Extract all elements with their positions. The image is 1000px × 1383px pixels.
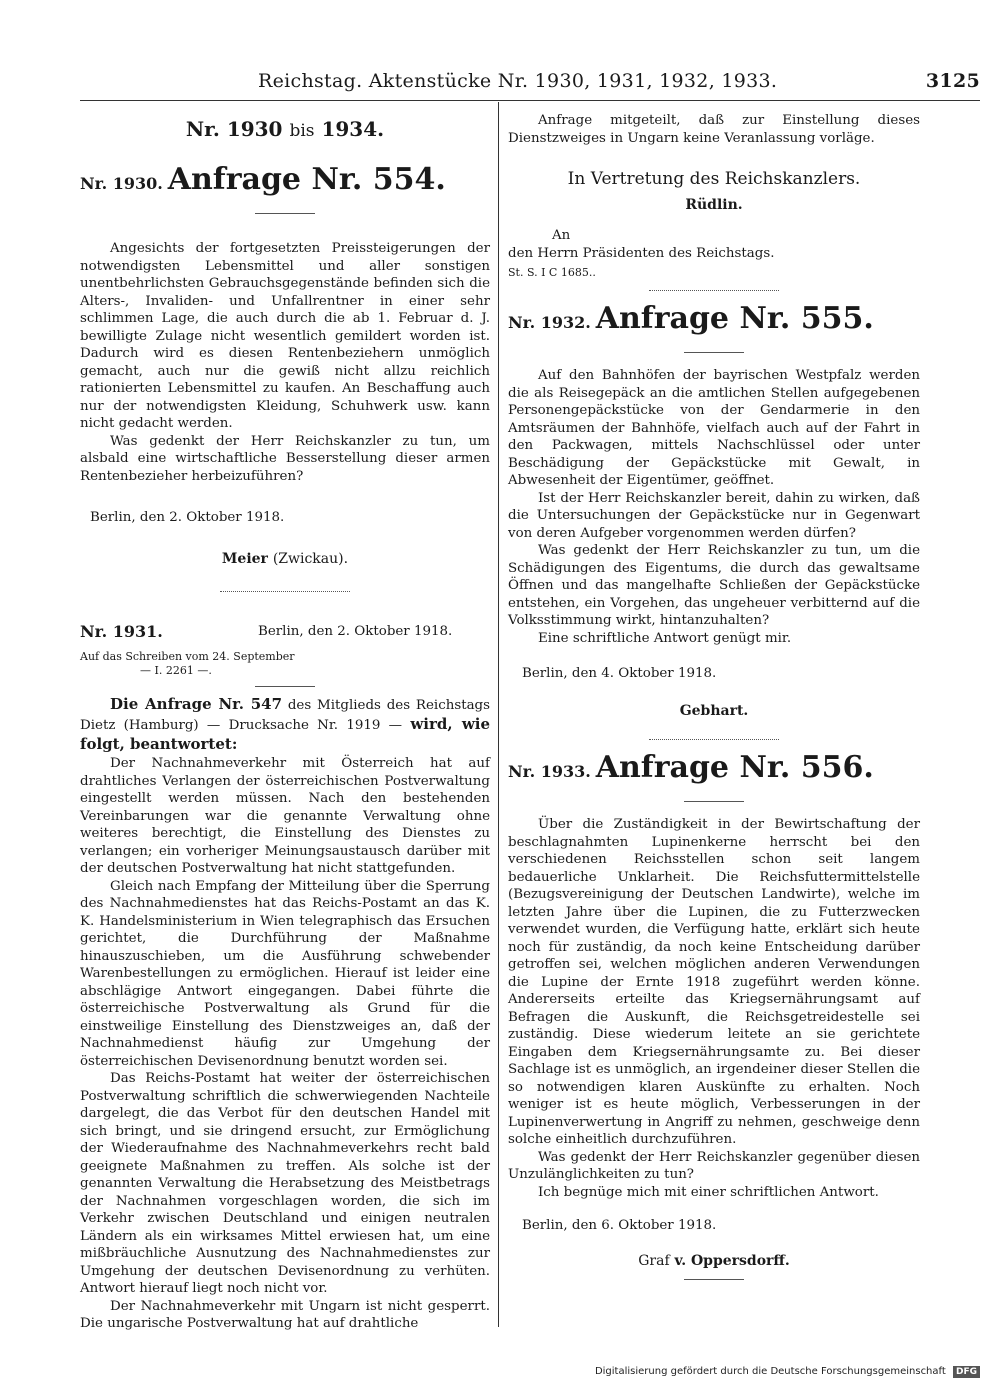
paragraph-1933-1: Über die Zuständigkeit in der Bewirtschaftung der beschlagnahmten Lupinenkerne herrscht bei den verschiedenen Reichsstellen schon seit langem bedauerliche Unklarheit. Die Reichsfuttermittelstelle (Bezugsvereinigung der Deutschen Landwirte), welche im letzten Jahre über die Lupinen, die zu Futterzwecken verwendet wurden, die Verfügung hatte, erklärt sich heute noch für zuständig, da noch keine Entscheidung darüber getroffen sei, welchen möglichen anderen Verwendungen die Lupine der Ernte 1918 zugeführt werden könne. Andererseits erteilte das Kriegsernährungsamt auf Befragen die Auskunft, die Reichsgetreidestelle sei zuständig. Diese wiederum leitete an sie gerichtete Eingaben dem Kriegsernährungsamte zu. Bei dieser Sachlage ist es unmöglich, an irgendeiner dieser Stellen die so notwendigen klaren Auskünfte zu erhalten. Noch weniger ist es heute möglich, Verbesserungen in der Lupinenverwertung in Angriff zu nehmen, geschweige denn solche einheitlich durchzuführen. [508, 817, 920, 1147]
heading-1930 [80, 162, 490, 203]
paragraph-1932-4: Eine schriftliche Antwort genügt mir. [538, 630, 792, 646]
title-1932: Anfrage Nr. 555. [595, 301, 874, 336]
dfg-logo: DFG [953, 1366, 980, 1378]
paragraph-1931-3: Das Reichs-Postamt hat weiter der österreichischen Postverwaltung schriftlich die schwerwiegenden Nachteile dargelegt, die das Verbot für den deutschen Handel mit sich bringt, und sie dringend ersucht, zur Ermöglichung der Wiederaufnahme des Nachnahmeverkehrs recht bald geeignete Maßnahmen zu treffen. Als solche ist der genannten Verwaltung die Herabsetzung des Meistbetrags der Nachnahmen vorgeschlagen worden, die sich im Verkehr zwischen Deutschland und einigen neutralen Ländern als ein wirksames Mittel erwiesen hat, um eine mißbräuchliche Ausnutzung des Nachnahmedienstes zur Umgehung der deutschen Devisenordnung zu verhüten. Antwort hierauf liegt noch nicht vor. [80, 1071, 490, 1296]
note-1931-line1: Auf das Schreiben vom 24. September [80, 650, 295, 663]
paragraph-1931-1: Der Nachnahmeverkehr mit Österreich hat auf drahtliches Verlangen der österreichischen Postverwaltung eingestellt werden müssen. Nach den bestehenden Vereinbarungen war die genannte Verwaltung ohne weiteres berechtigt, die Einstellung des Dienstes zu verlangen; ein vorheriger Meinungsaustausch darüber mit der deutschen Postverwaltung hat nicht stattgefunden. [80, 756, 490, 876]
lead-bold: Die Anfrage Nr. 547 [110, 695, 283, 713]
range-bis: bis [289, 121, 315, 141]
range-nr: Nr. [185, 117, 220, 141]
paragraph-1930-1: Angesichts der fortgesetzten Preissteigerungen der notwendigsten Lebensmittel und aller sonstigen unentbehrlichsten Gebrauchsgegenstände befinden sich die Alters-, Invaliden- und Unfallrentner in einer sehr schlimmen Lage, die auch durch die ab 1. Februar d. J. bewilligte Zulage nicht wesentlich gemildert worden ist. Dadurch wird es diesen Rentenbeziehern unmöglich gemacht, auch nur die gewiß nicht allzu reichlich rationierten Lebensmittel zu kaufen. An Beschaffung auch nur der notwendigsten Kleidung, Schuhwerk usw. kann nicht gedacht werden. [80, 241, 490, 431]
addressee: den Herrn Präsidenten des Reichstags. [508, 245, 775, 261]
signature-1932: Gebhart. [679, 703, 749, 719]
paragraph-1932-2: Ist der Herr Reichskanzler bereit, dahin zu wirken, daß die Untersuchungen der Gepäckstücke nur in Gegenwart von deren Aufgeber vorgenommen werden dürfen? [508, 490, 920, 541]
header-rule [80, 100, 980, 101]
lead-1931 [80, 695, 490, 755]
signature-1933 [508, 1251, 920, 1271]
signature-name: Meier [221, 551, 268, 567]
paragraph-1930-2: Was gedenkt der Herr Reichskanzler zu tun, um alsbald eine wirtschaftliche Besserstellung dieser armen Rentenbezieher herbeizuführen? [80, 433, 490, 484]
page-number: 3125 [925, 70, 980, 92]
rule [649, 290, 779, 291]
lead-text: des Mitglieds des Reichstags Dietz (Hamburg) — Drucksache Nr. 1919 — [80, 698, 490, 733]
place-date-1932: Berlin, den 4. Oktober 1918. [522, 666, 717, 681]
place-date-1930: Berlin, den 2. Oktober 1918. [90, 510, 285, 525]
running-head-title: Reichstag. Aktenstücke Nr. 1930, 1931, 1932, 1933. [258, 70, 778, 92]
rule [255, 686, 315, 687]
rule [684, 801, 744, 802]
rule [255, 213, 315, 214]
rule [220, 591, 350, 592]
column-divider [498, 102, 499, 1327]
continuation-1931: Anfrage mitgeteilt, daß zur Einstellung dieses Dienstzweiges in Ungarn keine Veranlassung vorläge. [508, 113, 920, 146]
rule [684, 352, 744, 353]
date-1931: Berlin, den 2. Oktober 1918. [258, 624, 453, 639]
range-heading [80, 116, 490, 144]
range-start: 1930 [226, 117, 283, 141]
paragraph-1933-3: Ich begnüge mich mit einer schriftlichen Antwort. [538, 1184, 879, 1200]
rule [649, 739, 779, 740]
title-1930: Anfrage Nr. 554. [167, 162, 446, 197]
reference-note: St. S. I C 1685.. [508, 266, 596, 279]
footer-text: Digitalisierung gefördert durch die Deutsche Forschungsgemeinschaft [594, 1366, 946, 1377]
addressee-an: An [552, 228, 571, 243]
title-1933: Anfrage Nr. 556. [595, 750, 874, 785]
rule [684, 1279, 744, 1280]
place-date-1933: Berlin, den 6. Oktober 1918. [522, 1218, 717, 1233]
kanzler-signature: Rüdlin. [685, 197, 743, 213]
heading-1933 [508, 750, 920, 791]
signature-prefix: Graf [638, 1253, 670, 1269]
signature-name: v. Oppersdorff. [674, 1253, 790, 1269]
paragraph-1931-2: Gleich nach Empfang der Mitteilung über die Sperrung des Nachnahmedienstes hat das Reichs-Postamt an das K. K. Handelsministerium in Wien telegraphisch das Ersuchen gerichtet, die Durchführung der Maßnahme hinauszuschieben, um die Ausführung schwebender Warenbestellungen zu ermöglichen. Hierauf ist leider eine abschlägige Antwort eingegangen. Dabei führte die österreichische Postverwaltung als Grund für die einstweilige Einstellung des Dienstzweiges an, daß der Nachnahmedienst häufig zur Umgehung der österreichischen Devisenordnung benutzt worden sei. [80, 878, 490, 1069]
left-column [80, 112, 490, 1333]
nr-1932: Nr. 1932. [508, 313, 591, 332]
paragraph-1933-2: Was gedenkt der Herr Reichskanzler gegenüber diesen Unzulänglichkeiten zu tun? [508, 1149, 920, 1182]
note-1931-line2: — I. 2261 —. [140, 664, 212, 677]
right-column [508, 112, 920, 1280]
paragraph-1931-4: Der Nachnahmeverkehr mit Ungarn ist nicht gesperrt. Die ungarische Postverwaltung hat auf drahtliche [80, 1298, 490, 1331]
heading-1932 [508, 301, 920, 342]
range-end: 1934. [321, 117, 385, 141]
paragraph-1932-3: Was gedenkt der Herr Reichskanzler zu tun, um die Schädigungen des Eigentums, die durch das gewaltsame Öffnen und das mangelhafte Schließen der Gepäckstücke entstehen, ein Vorgehen, das ungeheuer verbitternd auf die Volksstimmung wirkt, hintanzuhalten? [508, 543, 920, 628]
signature-place: (Zwickau). [272, 551, 349, 567]
vertretung: In Vertretung des Reichskanzlers. [567, 169, 861, 189]
heading-1931 [80, 622, 490, 646]
nr-1930: Nr. 1930. [80, 174, 163, 193]
nr-1931: Nr. 1931. [80, 622, 163, 641]
lead-bold-2: wird, wie folgt, beantwortet: [80, 715, 490, 753]
running-head [80, 66, 980, 96]
paragraph-1932-1: Auf den Bahnhöfen der bayrischen Westpfalz werden die als Reisegepäck an die amtlichen Stellen aufgegebenen Personengepäckstücke von der Gendarmerie in den Amtsräumen der Bahnhöfe, vielfach auch auf der Fahrt in den Packwagen, mittels Nachschlüssel oder unter Beschädigung der Gepäckstücke mit Gewalt, in Abwesenheit der Eigentümer, geöffnet. [508, 368, 920, 488]
nr-1933: Nr. 1933. [508, 762, 591, 781]
signature-1930 [80, 549, 490, 569]
footer-credit [595, 1366, 980, 1378]
